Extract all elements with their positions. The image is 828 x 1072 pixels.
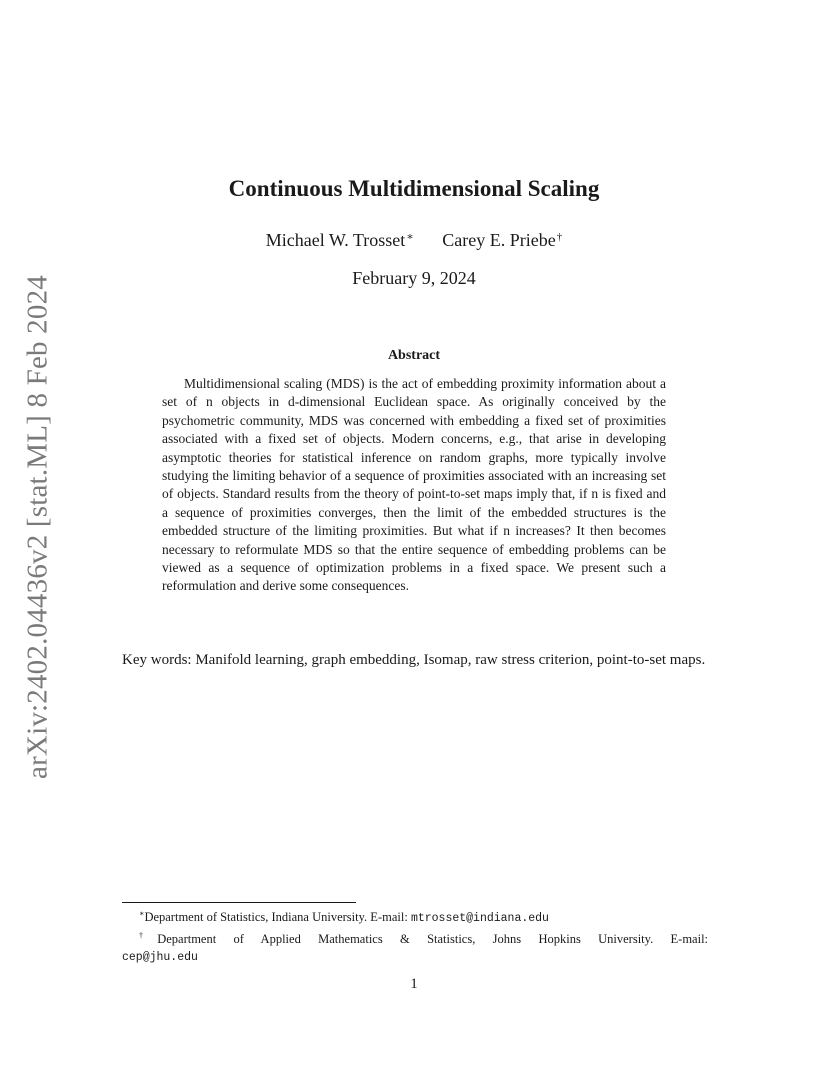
author-1-name: Michael W. Trosset <box>265 230 406 250</box>
footnote-1-email[interactable]: mtrosset@indiana.edu <box>410 912 549 925</box>
abstract-body: Multidimensional scaling (MDS) is the act of embedding proximity information about a set of n objects in d-dimensional Euclidean space. As originally conceived by the psychometric community, MDS was concerned with embedding a fixed set of proximities associated with a fixed set of objects. Modern concerns, e.g., that arise in developing asymptotic theories for statistical inference on random graphs, more typically involve studying the limiting behavior of a sequence of proximities associated with an increasing set of objects. Standard results from the theory of point-to-set maps imply that, if n is fixed and a sequence of proximities converges, then the limit of the embedded structures is the embedded structure of the limiting proximities. But what if n increases? It then becomes necessary to reformulate MDS so that the entire sequence of embedding problems can be viewed as a sequence of optimization problems in a fixed space. We present such a reformulation and derive some consequences. <box>162 376 666 594</box>
author-2 <box>442 230 562 251</box>
author-2-name: Carey E. Priebe <box>442 230 556 250</box>
footnote-1-text: Department of Statistics, Indiana University. E-mail: <box>144 910 411 924</box>
footnote-2-continuation <box>122 948 708 966</box>
footnote-1 <box>122 905 708 927</box>
author-2-mark: † <box>556 231 563 243</box>
footnote-divider <box>122 902 356 903</box>
keywords: Key words: Manifold learning, graph embedding, Isomap, raw stress criterion, point-to-set maps. <box>122 652 706 668</box>
author-list <box>0 230 828 251</box>
author-1 <box>266 230 414 251</box>
footnote-2-email[interactable]: cep@jhu.edu <box>122 951 198 964</box>
footnotes <box>122 905 708 966</box>
paper-date: February 9, 2024 <box>352 268 476 288</box>
page-number: 1 <box>410 976 418 992</box>
footnote-2-text: Department of Applied Mathematics & Statistics, Johns Hopkins University. E-mail: <box>157 932 709 946</box>
author-1-mark: ∗ <box>406 231 414 243</box>
arxiv-identifier: arXiv:2402.04436v2 [stat.ML] 8 Feb 2024 <box>21 275 54 780</box>
footnote-2-mark: † <box>139 931 158 940</box>
footnote-2 <box>122 927 708 948</box>
footnote-1-mark: ∗ <box>139 909 145 918</box>
abstract-heading: Abstract <box>387 348 441 363</box>
paper-title: Continuous Multidimensional Scaling <box>228 176 600 201</box>
